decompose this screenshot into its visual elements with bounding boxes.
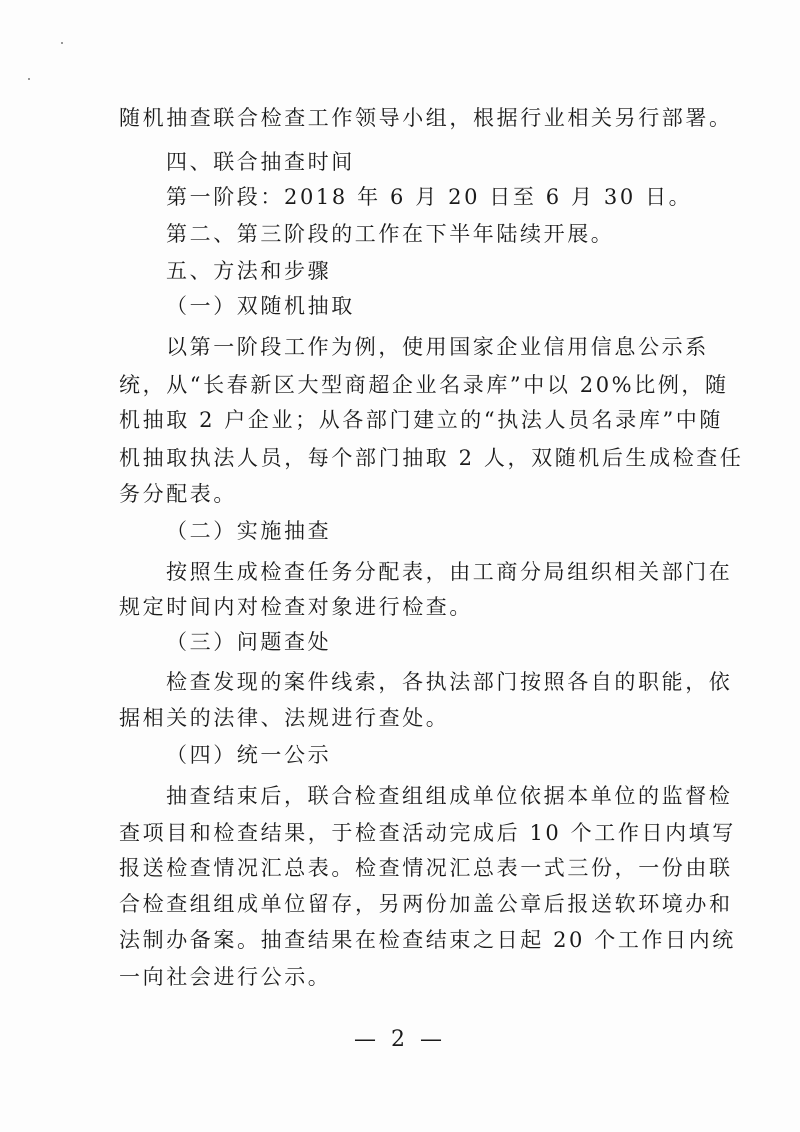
body-line-22: 合检查组组成单位留存，另两份加盖公章后报送软环境办和: [119, 892, 733, 916]
body-line-24: 一向社会进行公示。: [119, 965, 332, 989]
body-line-19: 抽查结束后，联合检查组组成单位依据本单位的监督检: [166, 784, 733, 808]
body-line-4: 第二、第三阶段的工作在下半年陆续开展。: [166, 222, 615, 246]
body-line-17: 据相关的法律、法规进行查处。: [119, 706, 450, 730]
subheading-two: （二）实施抽查: [166, 519, 332, 543]
body-line-16: 检查发现的案件线索，各执法部门按照各自的职能，依: [166, 670, 733, 694]
section-heading-five: 五、方法和步骤: [166, 259, 332, 283]
body-line-14: 规定时间内对检查对象进行检查。: [119, 595, 473, 619]
body-line-21: 报送检查情况汇总表。检查情况汇总表一式三份，一份由联: [119, 856, 733, 880]
body-line-1: 随机抽查联合检查工作领导小组，根据行业相关另行部署。: [119, 106, 733, 130]
scan-speck: [28, 78, 30, 80]
body-line-9: 机抽取 2 户企业；从各部门建立的“执法人员名录库”中随: [119, 408, 723, 432]
body-line-8: 统，从“长春新区大型商超企业名录库”中以 20%比例，随: [119, 373, 729, 397]
subheading-one: （一）双随机抽取: [166, 294, 355, 318]
body-line-20: 查项目和检查结果，于检查活动完成后 10 个工作日内填写: [119, 821, 736, 845]
body-line-3: 第一阶段：2018 年 6 月 20 日至 6 月 30 日。: [166, 185, 693, 209]
body-line-13: 按照生成检查任务分配表，由工商分局组织相关部门在: [166, 560, 733, 584]
body-line-23: 法制办备案。抽查结果在检查结束之日起 20 个工作日内统: [119, 928, 736, 952]
section-heading-four: 四、联合抽查时间: [166, 150, 355, 174]
scan-speck: [61, 42, 63, 44]
subheading-four: （四）统一公示: [166, 743, 332, 767]
page-number: — 2 —: [354, 1027, 446, 1052]
subheading-three: （三）问题查处: [166, 630, 332, 654]
body-line-11: 务分配表。: [119, 482, 237, 506]
body-line-10: 机抽取执法人员，每个部门抽取 2 人，双随机后生成检查任: [119, 446, 744, 470]
body-line-7: 以第一阶段工作为例，使用国家企业信用信息公示系: [166, 335, 709, 359]
